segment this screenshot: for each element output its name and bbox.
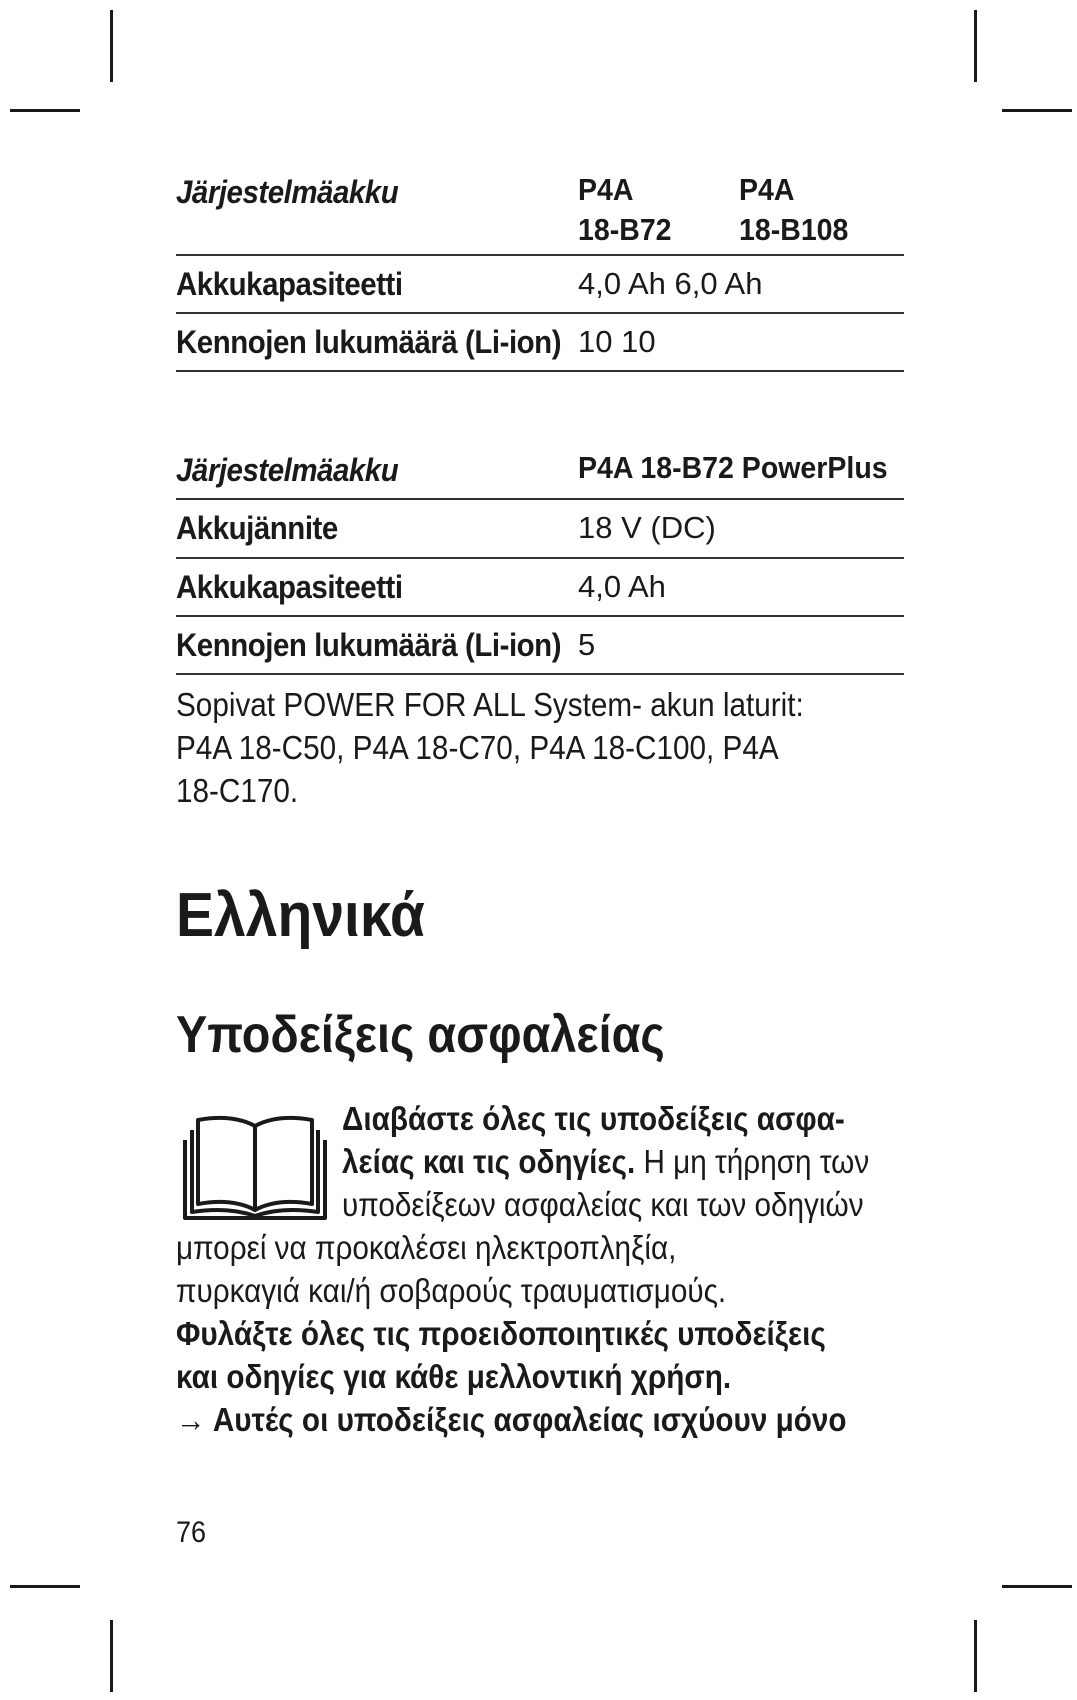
column-header-p4a-b108: P4A 18-B108 [739, 172, 849, 247]
row-value: 4,0 Ah 6,0 Ah [578, 266, 763, 301]
battery-table-2 [176, 444, 904, 675]
crop-mark-bottom-left-h [10, 1585, 80, 1588]
row-value: 18 V (DC) [578, 510, 716, 545]
table-header-row [176, 444, 904, 500]
crop-mark-top-left [110, 10, 113, 82]
open-book-icon [180, 1112, 330, 1220]
crop-mark-bottom-right [974, 1620, 977, 1692]
table-header-row [176, 168, 904, 256]
table-row [176, 559, 904, 617]
table-header-value: P4A 18-B72 PowerPlus [578, 450, 888, 485]
row-value: 4,0 Ah [578, 569, 666, 604]
row-label: Kennojen lukumäärä (Li-ion) [176, 324, 562, 360]
crop-mark-top-left-h [10, 109, 80, 112]
table-row [176, 500, 904, 559]
table-header-label: Järjestelmäakku [176, 174, 399, 210]
crop-mark-bottom-left [110, 1620, 113, 1692]
compatible-chargers-text: Sopivat POWER FOR ALL System- akun laturit: P4A 18-C50, P4A 18-C70, P4A 18-C100, P4A 18-C170. [176, 686, 804, 809]
table-row [176, 314, 904, 372]
table-row [176, 256, 904, 314]
crop-mark-top-right [974, 10, 977, 82]
page-number: 76 [176, 1516, 207, 1549]
subsection-title: Υποδείξεις ασφαλείας [176, 1006, 665, 1064]
section-title: Ελληνικά [176, 881, 425, 950]
read-instructions-text: Διαβάστε όλες τις υποδείξεις ασφα- λείας και τις οδηγίες. Η μη τήρηση των υποδείξεων ασφαλείας και των οδηγιών [342, 1100, 870, 1223]
row-value: 10 10 [578, 324, 656, 359]
table-header-label: Järjestelmäakku [176, 452, 399, 488]
warning-consequences-text: μπορεί να προκαλέσει ηλεκτροπληξία, πυρκαγιά και/ή σοβαρούς τραυματισμούς. Φυλάξτε όλες τις προειδοποιητικές υποδείξεις και οδηγίες για κάθε μελλοντική χρήση. → Αυτές οι υποδείξεις ασφαλείας ισχύουν μόνο [176, 1229, 847, 1438]
crop-mark-bottom-right-h [1002, 1585, 1072, 1588]
row-label: Akkujännite [176, 510, 338, 546]
row-label: Akkukapasiteetti [176, 569, 403, 605]
row-label: Kennojen lukumäärä (Li-ion) [176, 627, 562, 663]
row-label: Akkukapasiteetti [176, 266, 403, 302]
table-row [176, 617, 904, 675]
battery-table-1 [176, 168, 904, 372]
crop-mark-top-right-h [1002, 109, 1072, 112]
column-header-p4a-b72: P4A 18-B72 [578, 172, 672, 247]
row-value: 5 [578, 627, 596, 662]
